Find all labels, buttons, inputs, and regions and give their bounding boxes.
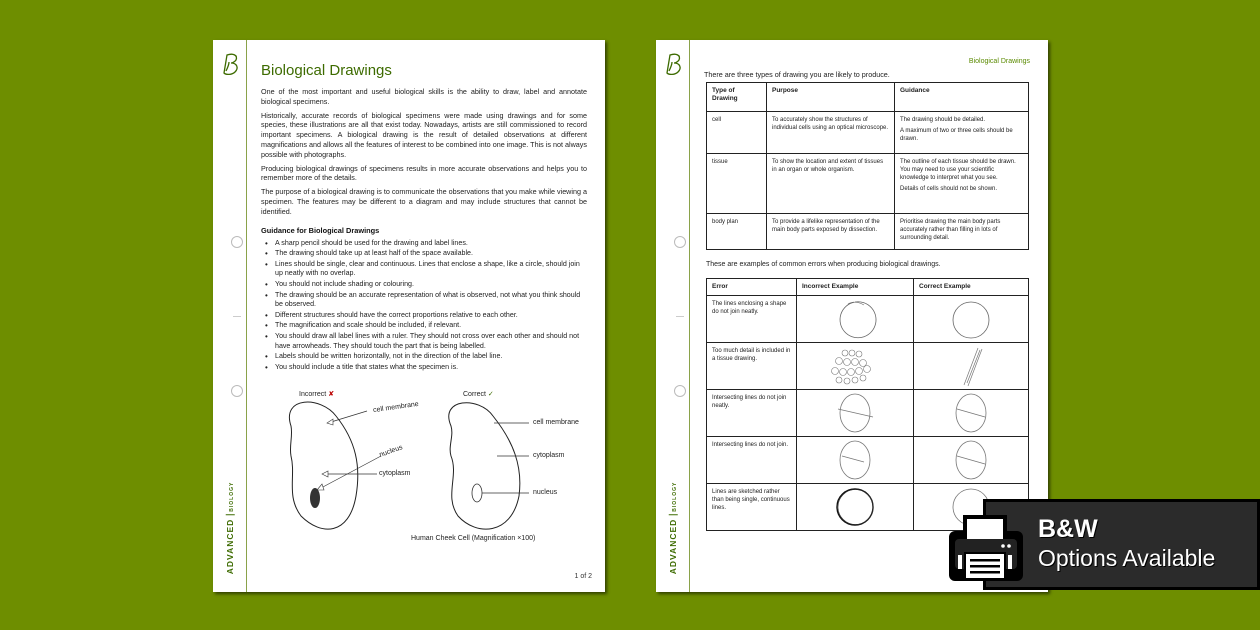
- label-nucleus: nucleus: [378, 444, 404, 459]
- list-item: • The drawing should take up at least half of the space available.: [265, 249, 587, 259]
- punch-hole: [231, 236, 243, 248]
- page-1-content: [261, 40, 587, 373]
- list-item: • You should draw all label lines with a ruler. They should not cross over each other and should not have arrowheads. They should touch the part that is being labelled.: [265, 332, 587, 351]
- incorrect-example: [797, 437, 914, 484]
- table-row: Too much detail is included in a tissue drawing.: [707, 343, 1029, 390]
- label-nucleus: nucleus: [533, 489, 558, 496]
- list-item: • A sharp pencil should be used for the drawing and label lines.: [265, 239, 587, 249]
- table-row: Intersecting lines do not join.: [707, 437, 1029, 484]
- fold-mark: [233, 316, 241, 317]
- common-errors-table: [706, 278, 1029, 531]
- list-item: • Different structures should have the correct proportions relative to each other.: [265, 311, 587, 321]
- badge-title: B&W: [1038, 515, 1098, 543]
- paragraph: Producing biological drawings of specimens results in more accurate observations and helps you to remember more of the details.: [261, 163, 587, 183]
- table-row: body plan To provide a lifelike representation of the main body parts exposed by dissection. Prioritise drawing the main body parts accurately rather than filling in lots of surrounding detail.: [707, 214, 1029, 250]
- table-header-row: Error Incorrect Example Correct Example: [707, 279, 1029, 296]
- list-item: • You should include a title that states what the specimen is.: [265, 363, 587, 373]
- incorrect-example: [797, 484, 914, 531]
- page-title: Biological Drawings: [261, 62, 392, 79]
- paragraph: One of the most important and useful biological skills is the ability to draw, label and annotate biological specimens.: [261, 87, 587, 106]
- badge-subtitle: Options Available: [1038, 545, 1216, 571]
- cell-drawings: [261, 386, 591, 556]
- check-icon: ✓: [487, 391, 494, 398]
- fold-mark: [676, 316, 684, 317]
- running-head: Biological Drawings: [968, 58, 1030, 65]
- worksheet-page-1: [213, 40, 605, 592]
- diagram-caption: Human Cheek Cell (Magnification ×100): [411, 535, 536, 542]
- brand-vertical: ADVANCEDBIOLOGY: [224, 481, 235, 574]
- table-row: The lines enclosing a shape do not join neatly.: [707, 296, 1029, 343]
- correct-example: [914, 296, 1029, 343]
- incorrect-heading: Incorrect ✘: [299, 391, 335, 398]
- label-cytoplasm: cytoplasm: [379, 470, 411, 477]
- correct-example: [914, 343, 1029, 390]
- incorrect-example: [797, 343, 914, 390]
- list-item: • The drawing should be an accurate representation of what is observed, not what you think should be observed.: [265, 291, 587, 310]
- guidance-heading: Guidance for Biological Drawings: [261, 225, 380, 235]
- table-header-row: Type of Drawing Purpose Guidance: [707, 83, 1029, 112]
- cross-icon: ✘: [328, 391, 335, 398]
- table-row: Intersecting lines do not join neatly.: [707, 390, 1029, 437]
- punch-hole: [674, 236, 686, 248]
- cheek-cell-diagram: [261, 386, 591, 556]
- punch-hole: [674, 385, 686, 397]
- label-cytoplasm: cytoplasm: [533, 452, 565, 459]
- incorrect-example: [797, 296, 914, 343]
- printer-icon: [945, 511, 1025, 591]
- correct-heading: Correct ✓: [463, 391, 494, 398]
- incorrect-example: [797, 390, 914, 437]
- list-item: • Lines should be single, clear and continuous. Lines that enclose a shape, like a circle, should join up neatly with no overlap.: [265, 260, 587, 279]
- margin-line: [689, 40, 690, 592]
- margin-line: [246, 40, 247, 592]
- brand-vertical: ADVANCEDBIOLOGY: [667, 481, 678, 574]
- correct-example: [914, 390, 1029, 437]
- list-item: • Labels should be written horizontally, not in the direction of the label line.: [265, 352, 587, 362]
- page-number: 1 of 2: [574, 573, 592, 580]
- guidance-list: [261, 239, 587, 373]
- paragraph: Historically, accurate records of biological specimens were made using drawings and for some species, these illustrations are all that exist today. Nowadays, artists are still commissioned to record important specimens. A biological drawing is the result of detailed observations at different magnifications and allows all the features of interest to be combined into one image. This is not always possible with photographs.: [261, 110, 587, 159]
- label-cell-membrane: cell membrane: [372, 400, 420, 415]
- table1-intro: There are three types of drawing you are likely to produce.: [704, 70, 890, 79]
- label-cell-membrane: cell membrane: [533, 419, 579, 426]
- list-item: • You should not include shading or colouring.: [265, 280, 587, 290]
- list-item: • The magnification and scale should be included, if relevant.: [265, 321, 587, 331]
- paragraph: The purpose of a biological drawing is to communicate the observations that you make while viewing a specimen. The features may be different to a diagram and may include structures that cannot be identified.: [261, 187, 587, 216]
- table-row: cell To accurately show the structures of individual cells using an optical microscope. The drawing should be detailed. A maximum of two or three cells should be drawn.: [707, 112, 1029, 154]
- punch-hole: [231, 385, 243, 397]
- table2-intro: These are examples of common errors when producing biological drawings.: [706, 261, 941, 268]
- table-row: Lines are sketched rather than being single, continuous lines.: [707, 484, 1029, 531]
- biology-logo-icon: [221, 52, 241, 76]
- biology-logo-icon: [664, 52, 684, 76]
- table-row: tissue To show the location and extent of tissues in an organ or whole organism. The outline of each tissue should be drawn. You may need to use your scientific knowledge to interpret what you see. Details of cells should not be shown.: [707, 154, 1029, 214]
- correct-example: [914, 437, 1029, 484]
- drawing-types-table: [706, 82, 1029, 250]
